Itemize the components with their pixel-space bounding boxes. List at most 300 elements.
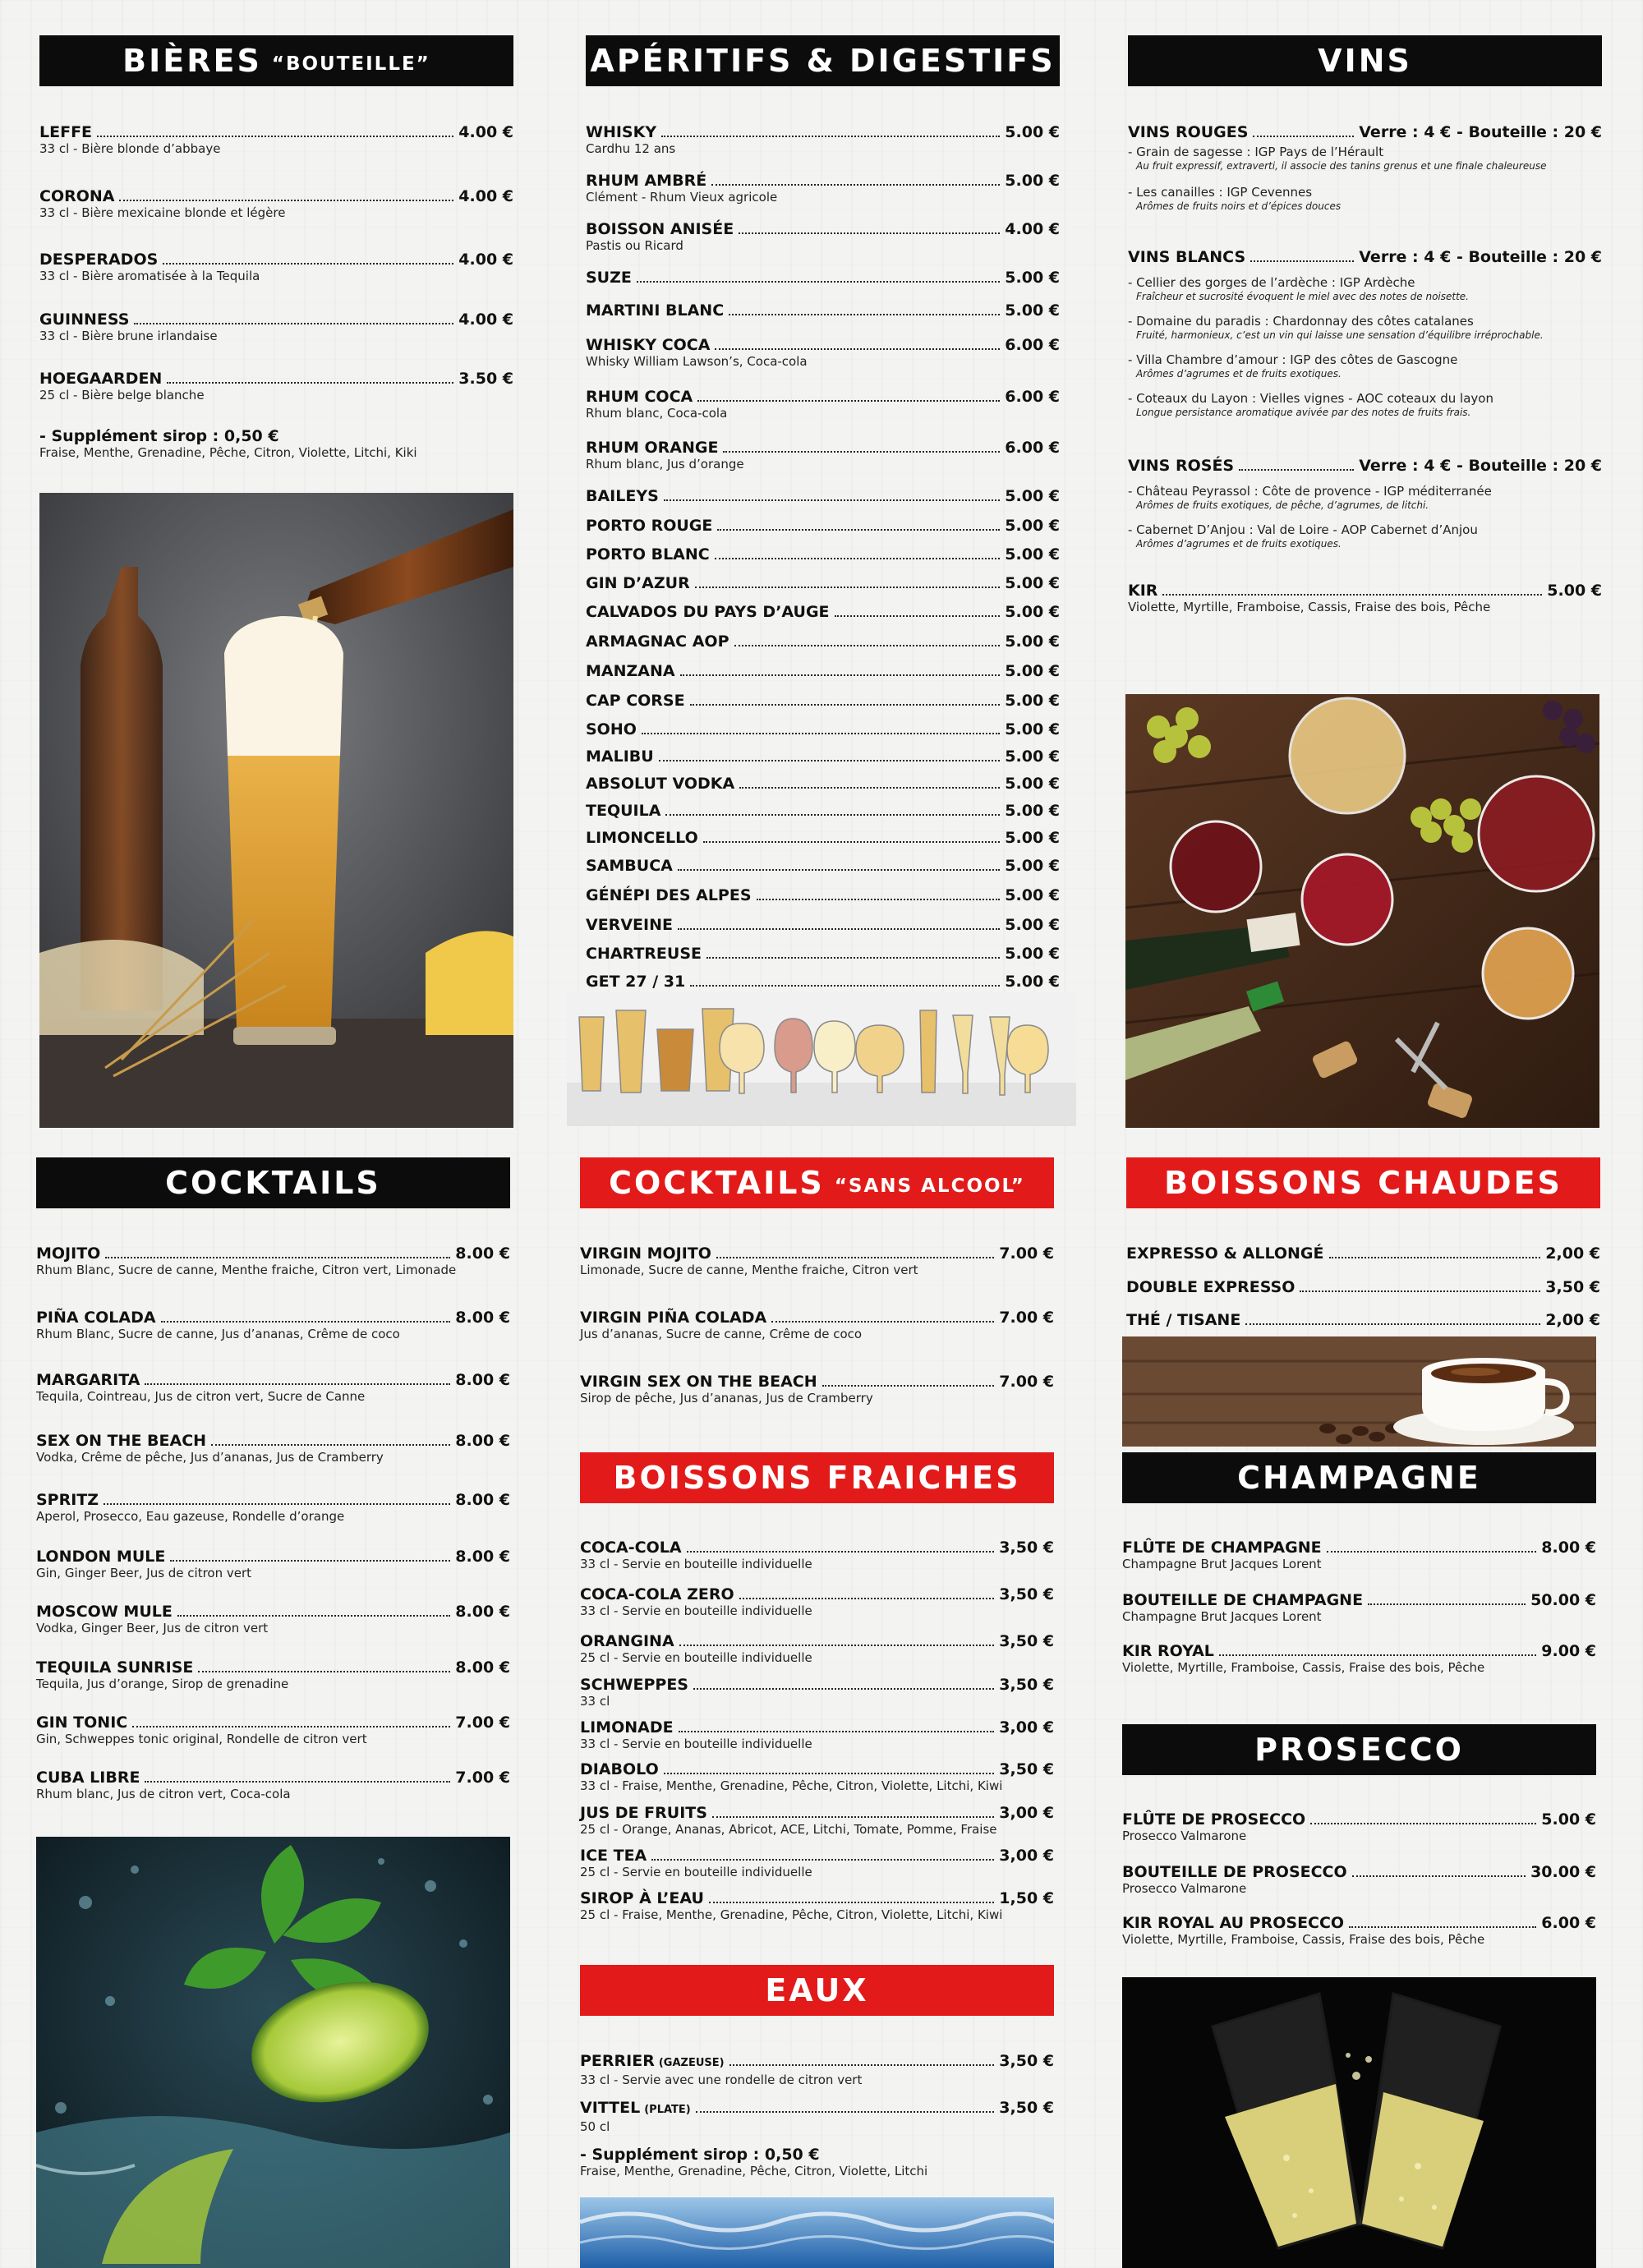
wine-note: Longue persistance aromatique avivée par des notes de fruits frais. [1136,407,1471,418]
item-name: VIRGIN SEX ON THE BEACH [580,1373,817,1391]
dot-leader [739,787,1000,789]
dot-leader [132,1726,450,1727]
hot-drinks-section [1126,1244,1600,1335]
dot-leader [198,1671,450,1672]
item-name: SIROP À L’EAU [580,1889,704,1907]
menu-item [586,388,1060,421]
item-name: MOJITO [36,1244,101,1263]
dot-leader [651,1859,994,1861]
dot-leader [703,841,1001,843]
item-tag: (PLATE) [644,2104,691,2116]
wine-name: - Coteaux du Layon : Vielles vignes - AOC coteaux du layon [1128,391,1493,406]
menu-item [586,802,1060,820]
dot-leader [211,1444,450,1446]
item-price: 5.00 € [1005,633,1060,651]
item-desc: Limonade, Sucre de canne, Menthe fraiche, Citron vert [580,1263,918,1277]
menu-item [586,973,1060,991]
item-price: 5.00 € [1005,574,1060,592]
prosecco-title: PROSECCO [1254,1732,1464,1768]
item-name: MALIBU [586,748,654,766]
dot-leader [687,1551,995,1553]
menu-item [586,829,1060,847]
menu-item [580,1718,1054,1752]
item-desc: Gin, Ginger Beer, Jus de citron vert [36,1566,252,1580]
wine-name: - Grain de sagesse : IGP Pays de l’Hérault [1128,145,1384,159]
item-price: 5.00 € [1005,603,1060,621]
dot-leader [105,1257,450,1258]
item-name: SEX ON THE BEACH [36,1432,207,1450]
dot-leader [177,1615,450,1617]
menu-item [586,633,1060,651]
item-name: LIMONADE [580,1718,674,1737]
dot-leader [642,733,1000,734]
item-price: 3,50 € [999,2099,1054,2117]
item-name: DOUBLE EXPRESSO [1126,1278,1296,1296]
item-price: 8.00 € [455,1548,510,1566]
item-desc: 33 cl - Servie en bouteille individuelle [580,1603,812,1618]
mocktails-section [580,1244,1054,1425]
item-desc: 25 cl - Orange, Ananas, Abricot, ACE, Litchi, Tomate, Pomme, Fraise [580,1822,997,1837]
item-name: MANZANA [586,662,675,680]
dot-leader [729,314,1000,315]
wine-group-name: VINS ROSÉS [1128,457,1235,475]
menu-item [1122,1863,1596,1897]
mojito-photo [36,1837,510,2268]
item-desc: Champagne Brut Jacques Lorent [1122,1609,1322,1624]
menu-item [39,370,513,403]
menu-item [1126,1311,1600,1329]
item-desc: Tequila, Cointreau, Jus de citron vert, Sucre de Canne [36,1389,366,1404]
item-name: WHISKY COCA [586,336,711,354]
item-price: 50.00 € [1530,1591,1596,1609]
menu-item [39,251,513,284]
wine-note: Arômes d’agrumes et de fruits exotiques. [1136,538,1342,550]
wine-group-price: Verre : 4 € - Bouteille : 20 € [1359,123,1602,141]
item-desc: Violette, Myrtille, Framboise, Cassis, Fraise des bois, Pêche [1122,1660,1485,1675]
item-name: KIR ROYAL [1122,1642,1214,1660]
menu-item [39,311,513,344]
item-price: 6.00 € [1005,336,1060,354]
item-price: 4.00 € [458,311,513,329]
item-price: 5.00 € [1005,775,1060,793]
item-name: GET 27 / 31 [586,973,686,991]
item-price: 5.00 € [1005,269,1060,287]
item-desc: 33 cl - Bière aromatisée à la Tequila [39,269,260,283]
beers-section [39,123,513,468]
item-desc: 33 cl - Bière brune irlandaise [39,329,218,343]
menu-item [1122,1591,1596,1625]
item-name: ORANGINA [580,1632,674,1650]
item-desc: Gin, Schweppes tonic original, Rondelle de citron vert [36,1732,367,1746]
dot-leader [712,1816,994,1818]
menu-item [36,1769,510,1802]
item-price: 4.00 € [1005,220,1060,238]
dot-leader [119,200,453,201]
item-name: CUBA LIBRE [36,1769,140,1787]
menu-item [1122,1914,1596,1948]
wines-title: VINS [1318,43,1412,79]
item-name: JUS DE FRUITS [580,1804,707,1822]
menu-item [586,916,1060,934]
dot-leader [1352,1875,1526,1877]
menu-item [586,439,1060,472]
wines-banner [1128,35,1602,86]
item-price: 3,50 € [1545,1278,1600,1296]
item-price: 5.00 € [1005,748,1060,766]
item-price: 5.00 € [1005,857,1060,875]
item-name: FLÛTE DE CHAMPAGNE [1122,1539,1322,1557]
item-name: THÉ / TISANE [1126,1311,1241,1329]
item-name: HOEGAARDEN [39,370,163,388]
beers-title-sub: “BOUTEILLE” [271,53,430,75]
item-desc: Violette, Myrtille, Framboise, Cassis, Fraise des bois, Pêche [1122,1932,1485,1947]
item-price: 8.00 € [455,1491,510,1509]
item-price: 3,50 € [999,2052,1054,2070]
item-desc: 33 cl - Bière mexicaine blonde et légère [39,205,286,220]
item-desc: Prosecco Valmarone [1122,1829,1247,1843]
dot-leader [739,1598,995,1599]
item-name: RHUM ORANGE [586,439,719,457]
wine-group-price: Verre : 4 € - Bouteille : 20 € [1359,248,1602,266]
item-price: 2,00 € [1545,1311,1600,1329]
item-name: GÉNÉPI DES ALPES [586,886,752,904]
wine-note: Au fruit expressif, extraverti, il associe des tanins grenus et une finale chaleureuse [1136,160,1547,172]
item-price: 3,50 € [999,1585,1054,1603]
menu-item [1122,1642,1596,1676]
item-name: CORONA [39,187,115,205]
menu-item [586,517,1060,535]
item-desc: Champagne Brut Jacques Lorent [1122,1557,1322,1571]
dot-leader [170,1560,450,1562]
menu-item [586,603,1060,621]
dot-leader [134,323,453,324]
item-price: 5.00 € [1005,829,1060,847]
mocktails-banner [580,1157,1054,1208]
item-name: SUZE [586,269,632,287]
menu-item [36,1548,510,1581]
item-tag: (GAZEUSE) [658,2057,725,2069]
dot-leader [715,558,1001,559]
item-price: 6.00 € [1005,439,1060,457]
item-name: PIÑA COLADA [36,1309,156,1327]
menu-item [580,1244,1054,1278]
item-price: 3,50 € [999,1760,1054,1778]
dot-leader [1245,1323,1540,1325]
supplement-label: - Supplément sirop : 0,50 € [580,2146,820,2164]
item-price: 8.00 € [455,1603,510,1621]
dot-leader [1327,1551,1537,1553]
item-desc: Tequila, Jus d’orange, Sirop de grenadine [36,1677,289,1691]
item-name: COCA-COLA [580,1539,682,1557]
dot-leader [717,529,1000,531]
dot-leader [693,1688,994,1690]
menu-item [586,945,1060,963]
item-price: 8.00 € [1541,1539,1596,1557]
item-price: 5.00 € [1005,517,1060,535]
item-price: 8.00 € [455,1658,510,1677]
item-name: BOUTEILLE DE PROSECCO [1122,1863,1347,1881]
champagne-photo [1122,1977,1596,2268]
menu-item [586,336,1060,370]
item-desc: 33 cl - Servie en bouteille individuelle [580,1737,812,1751]
item-name: COCA-COLA ZERO [580,1585,734,1603]
mocktails-title-sub: “SANS ALCOOL” [834,1175,1025,1197]
aperitifs-section [586,123,1060,994]
item-price: 3,00 € [999,1847,1054,1865]
menu-item [586,487,1060,505]
item-desc: 33 cl - Servie en bouteille individuelle [580,1557,812,1571]
aperitifs-title: APÉRITIFS & DIGESTIFS [590,43,1056,79]
item-price: 4.00 € [458,123,513,141]
beers-banner [39,35,513,86]
item-name: LEFFE [39,123,93,141]
dot-leader [1368,1603,1526,1605]
dot-leader [1162,594,1542,596]
dot-leader [678,869,1000,871]
item-desc: 25 cl - Bière belge blanche [39,388,205,403]
menu-item [36,1309,510,1342]
item-price: 4.00 € [458,251,513,269]
item-name: MOSCOW MULE [36,1603,173,1621]
item-name: VITTEL [580,2099,641,2117]
dot-leader [734,645,1001,646]
item-name: SAMBUCA [586,857,673,875]
item-desc: Rhum blanc, Jus d’orange [586,457,744,472]
wine-entry [1128,391,1602,419]
dot-leader [1310,1823,1536,1824]
item-name: PERRIER [580,2052,655,2070]
dot-leader [661,136,1000,137]
item-price: 5.00 € [1005,886,1060,904]
wine-entry [1128,185,1602,213]
item-price: 5.00 € [1005,123,1060,141]
item-price: 5.00 € [1005,916,1060,934]
water-photo [580,2197,1054,2268]
item-name: CALVADOS DU PAYS D’AUGE [586,603,830,621]
menu-item [586,172,1060,205]
menu-item [36,1432,510,1465]
dot-leader [835,615,1001,617]
item-desc: 33 cl - Servie avec une rondelle de citron vert [580,2072,863,2087]
wine-name: - Château Peyrassol : Côte de provence - IGP méditerranée [1128,484,1492,499]
wine-note: Fruité, harmonieux, c’est un vin qui laisse une sensation d’équilibre irréprochable. [1136,329,1544,341]
item-desc: Vodka, Ginger Beer, Jus de citron vert [36,1621,269,1635]
menu-item [580,1804,1054,1838]
item-price: 5.00 € [1005,973,1060,991]
supplement-label: - Supplément sirop : 0,50 € [39,427,279,445]
wine-group-name: VINS ROUGES [1128,123,1249,141]
wine-entry [1128,314,1602,342]
dot-leader [664,1773,995,1774]
item-desc: 25 cl - Fraise, Menthe, Grenadine, Pêche, Citron, Violette, Litchi, Kiwi [580,1907,1003,1922]
dot-leader [1239,469,1354,471]
wine-name: - Cabernet D’Anjou : Val de Loire - AOP Cabernet d’Anjou [1128,522,1478,537]
wine-group-price: Verre : 4 € - Bouteille : 20 € [1359,457,1602,475]
item-price: 3,00 € [999,1718,1054,1737]
menu-item [586,775,1060,793]
menu-item [39,187,513,221]
wine-note: Arômes de fruits exotiques, de pêche, d’agrumes, de litchi. [1136,499,1429,511]
item-name: RHUM AMBRÉ [586,172,707,190]
dot-leader [822,1385,995,1387]
wine-note: Arômes d’agrumes et de fruits exotiques. [1136,368,1342,380]
item-name: VIRGIN PIÑA COLADA [580,1309,767,1327]
menu-item [36,1491,510,1525]
item-name: GUINNESS [39,311,130,329]
item-name: SCHWEPPES [580,1676,688,1694]
dot-leader [739,232,1000,234]
dot-leader [697,400,1000,402]
wine-entry [1128,484,1602,512]
item-name: MARTINI BLANC [586,301,725,320]
dot-leader [716,1257,994,1258]
item-name: VERVEINE [586,916,673,934]
item-name: SPRITZ [36,1491,99,1509]
menu-item [580,1585,1054,1619]
dot-leader [1253,136,1354,137]
coffee-photo [1122,1336,1596,1447]
item-name: LIMONCELLO [586,829,698,847]
item-price: 5.00 € [1005,662,1060,680]
item-name: GIN D’AZUR [586,574,690,592]
dot-leader [715,348,1000,350]
item-price: 3.50 € [458,370,513,388]
waters-banner [580,1965,1054,2016]
item-name: TEQUILA SUNRISE [36,1658,194,1677]
item-price: 5.00 € [1005,545,1060,564]
item-name: RHUM COCA [586,388,693,406]
cocktails-section [36,1244,510,1819]
item-price: 7.00 € [455,1769,510,1787]
dot-leader [145,1781,450,1783]
wine-name: - Les canailles : IGP Cevennes [1128,185,1313,200]
menu-item [36,1603,510,1636]
item-price: 8.00 € [455,1309,510,1327]
dot-leader [695,587,1001,588]
item-desc: Whisky William Lawson’s, Coca-cola [586,354,808,369]
waters-section [580,2052,1054,2183]
item-name: CAP CORSE [586,692,685,710]
item-name: CHARTREUSE [586,945,702,963]
item-desc: 50 cl [580,2119,610,2134]
dot-leader [664,499,1000,501]
menu-item [580,1632,1054,1666]
cold-drinks-title: BOISSONS FRAICHES [613,1460,1021,1496]
supplement-desc: Fraise, Menthe, Grenadine, Pêche, Citron, Violette, Litchi, Kiki [39,445,417,460]
menu-item [36,1371,510,1405]
beer-photo [39,493,513,1128]
item-price: 8.00 € [455,1244,510,1263]
menu-item [580,1309,1054,1342]
item-name: EXPRESSO & ALLONGÉ [1126,1244,1324,1263]
item-desc: Sirop de pêche, Jus d’ananas, Jus de Cramberry [580,1391,873,1405]
mocktails-title: COCKTAILS [609,1165,825,1201]
dot-leader [665,814,1000,816]
item-desc: Prosecco Valmarone [1122,1881,1247,1896]
item-desc: Aperol, Prosecco, Eau gazeuse, Rondelle d’orange [36,1509,345,1524]
supplement-desc: Fraise, Menthe, Grenadine, Pêche, Citron, Violette, Litchi [580,2164,928,2178]
item-name: BOISSON ANISÉE [586,220,734,238]
dot-leader [680,674,1001,676]
dot-leader [163,263,453,265]
menu-item [586,720,1060,738]
item-price: 7.00 € [999,1309,1054,1327]
wine-name: - Domaine du paradis : Chardonnay des côtes catalanes [1128,314,1474,329]
dot-leader [696,2111,995,2113]
menu-item [580,1373,1054,1406]
menu-item [586,662,1060,680]
item-price: 2,00 € [1545,1244,1600,1263]
menu-item [36,1658,510,1692]
item-name: FLÛTE DE PROSECCO [1122,1810,1306,1829]
menu-item [580,1889,1054,1923]
wine-entry [1128,275,1602,303]
champagne-section [1122,1539,1596,1686]
item-price: 30.00 € [1530,1863,1596,1881]
wine-group [1128,457,1602,550]
item-name: WHISKY [586,123,657,141]
menu-item [586,301,1060,320]
dot-leader [678,928,1000,930]
item-name: TEQUILA [586,802,661,820]
item-price: 3,00 € [999,1804,1054,1822]
item-price: 5.00 € [1547,582,1602,600]
item-price: 5.00 € [1005,720,1060,738]
item-price: 5.00 € [1005,802,1060,820]
item-name: SOHO [586,720,637,738]
dot-leader [659,760,1001,761]
cold-drinks-banner [580,1452,1054,1503]
menu-item [1128,582,1602,615]
item-name: DIABOLO [580,1760,659,1778]
supplement [580,2146,1054,2179]
dot-leader [706,957,1000,959]
wine-photo [1125,694,1599,1128]
dot-leader [711,184,1000,186]
wine-group [1128,248,1602,419]
dot-leader [1329,1257,1541,1258]
menu-item [586,748,1060,766]
item-name: ARMAGNAC AOP [586,633,729,651]
beers-title: BIÈRES [122,43,262,79]
item-price: 5.00 € [1005,301,1060,320]
item-desc: Clément - Rhum Vieux agricole [586,190,778,205]
dot-leader [1250,260,1354,262]
item-name: PORTO ROUGE [586,517,713,535]
menu-item [580,2052,1054,2088]
dot-leader [679,1731,995,1732]
item-desc: Cardhu 12 ans [586,141,676,156]
item-price: 6.00 € [1005,388,1060,406]
item-price: 6.00 € [1541,1914,1596,1932]
menu-item [586,545,1060,564]
menu-item [1122,1810,1596,1844]
supplement [39,427,513,461]
wines-section [1128,123,1602,633]
dot-leader [771,1321,994,1323]
menu-item [580,2099,1054,2135]
dot-leader [161,1321,451,1323]
item-price: 5.00 € [1005,692,1060,710]
item-name: GIN TONIC [36,1714,128,1732]
menu-item [586,574,1060,592]
item-name: BAILEYS [586,487,659,505]
dot-leader [1300,1290,1540,1292]
item-price: 5.00 € [1541,1810,1596,1829]
menu-item [586,886,1060,904]
cocktails-banner [36,1157,510,1208]
wine-name: - Villa Chambre d’amour : IGP des côtes de Gascogne [1128,352,1458,367]
